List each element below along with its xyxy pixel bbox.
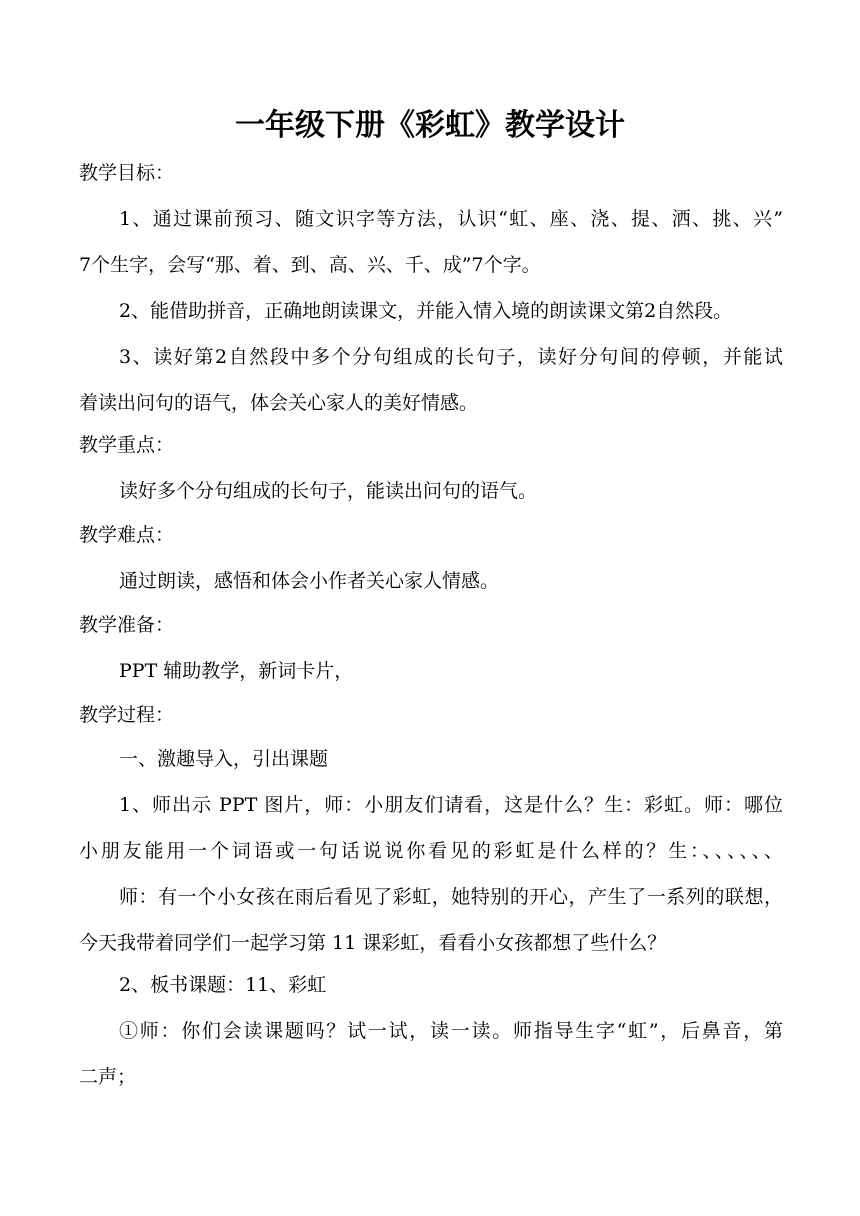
difficulty-heading: 教学难点： [79,524,175,546]
goals-heading: 教学目标： [79,162,175,184]
step1-line1: 1、师出示 PPT 图片，师：小朋友们请看，这是什么？生：彩虹。师：哪位 [119,794,783,816]
step1b-line1: 师：有一个小女孩在雨后看见了彩虹，她特别的开心，产生了一系列的联想， [119,886,783,908]
key-heading: 教学重点： [79,434,175,456]
step2a-line2: 二声； [79,1066,137,1088]
difficulty-text: 通过朗读，感悟和体会小作者关心家人情感。 [119,570,500,592]
goal1-line2: 7个生字，会写“那、着、到、高、兴、千、成”7个字。 [79,254,541,276]
goal3-line2: 着读出问句的语气，体会关心家人的美好情感。 [79,392,479,414]
goal1-line1: 1、通过课前预习、随文识字等方法，认识“虹、座、浇、提、洒、挑、兴” [119,208,783,230]
step1-line2: 小朋友能用一个词语或一句话说说你看见的彩虹是什么样的？生：、、、、、、 [79,840,783,862]
step2-text: 2、板书课题：11、彩虹 [119,974,327,996]
page-title: 一年级下册《彩虹》教学设计 [235,108,625,143]
section1-heading: 一、激趣导入，引出课题 [119,748,329,770]
goal2-text: 2、能借助拼音，正确地朗读课文，并能入情入境的朗读课文第2自然段。 [119,300,733,322]
prep-heading: 教学准备： [79,614,175,636]
step2a-line1: ①师：你们会读课题吗？试一试，读一读。师指导生字“虹”，后鼻音，第 [119,1020,783,1042]
key-text: 读好多个分句组成的长句子，能读出问句的语气。 [119,480,538,502]
prep-text: PPT 辅助教学，新词卡片， [119,660,354,682]
process-heading: 教学过程： [79,704,175,726]
goal3-line1: 3、读好第2自然段中多个分句组成的长句子，读好分句间的停顿，并能试 [119,346,783,368]
step1b-line2: 今天我带着同学们一起学习第 11 课彩虹，看看小女孩都想了些什么？ [79,932,667,954]
